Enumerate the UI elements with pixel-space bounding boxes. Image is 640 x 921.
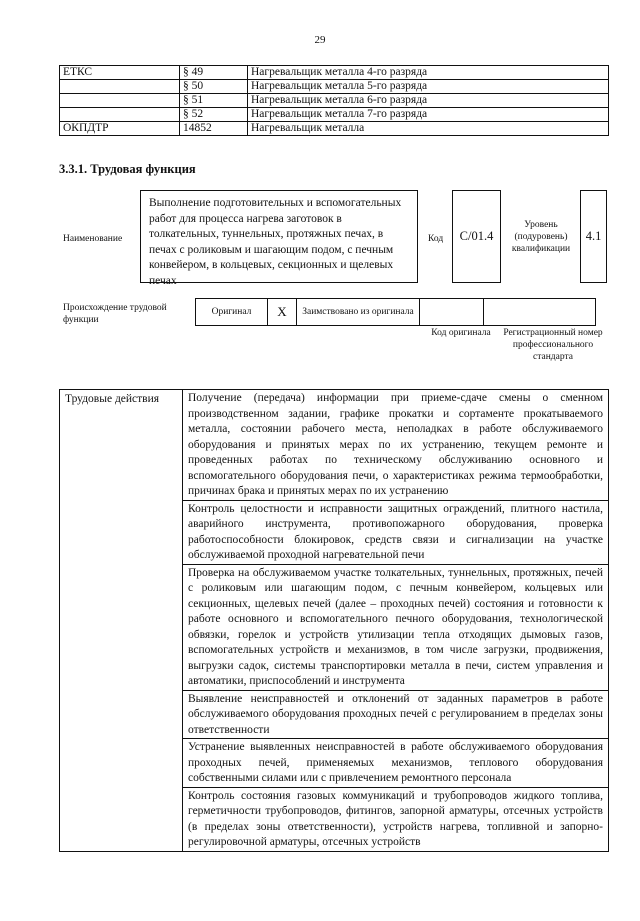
action-item: Выявление неисправностей и отклонений от заданных параметров в работе обслуживаемого оборудования проходных печей с регулированием в пределах зоны ответственности	[183, 690, 609, 739]
function-code-box: C/01.4	[452, 190, 501, 283]
table-row	[60, 108, 609, 122]
action-item: Проверка на обслуживаемом участке толкательных, туннельных, протяжных, печей с роликовым или шагающим подом, с печным конвейером, кольцевых или секционных, щелевых печей (далее – проходных печей) состояния и готовности к работе основного и вспомогательного печного оборудования, технологической обвязки, горелок и устройств утилизации тепла отходящих дымовых газов, вспомогательных устройств и механизмов, в том числе загрузки, продвижения, выгрузки садок, системы транспортировки металла в печи, систем управления и автоматики, приспособлений и инструмента	[183, 564, 609, 690]
code-label: Код	[428, 234, 444, 244]
code-original-label: Код оригинала	[431, 328, 491, 338]
origin-label: Происхождение трудовой функции	[63, 303, 167, 325]
function-name-box: Выполнение подготовительных и вспомогательных работ для процесса нагрева заготовок в толкательных, туннельных, протяжных печах, в печах с роликовым и шагающим подом, с печным конвейером, в кольцевых, секционных и щелевых печах	[140, 190, 418, 283]
table-cell	[60, 94, 180, 108]
section-title: 3.3.1. Трудовая функция	[59, 162, 196, 176]
borrowed-label: Заимствовано из оригинала	[297, 299, 420, 326]
action-item: Контроль целостности и исправности защитных ограждений, плитного настила, аварийного инструмента, противопожарного оборудования, проверка работоспособности блокировок, средств связи и сигнализации на участке обслуживаемой проходной нагревательной печи	[183, 500, 609, 564]
level-label: Уровень (подуровень) квалификации	[511, 220, 571, 254]
table-cell	[60, 80, 180, 94]
action-item: Контроль состояния газовых коммуникаций и трубопроводов жидкого топлива, герметичности трубопроводов, фитингов, запорной арматуры, отсечных устройств (в пределах зоны ответственности), устройств нагрева, топливной и запорно-регулировочной арматуры, отсечных устройств	[183, 787, 609, 851]
original-label: Оригинал	[196, 299, 268, 326]
action-item: Получение (передача) информации при приеме-сдаче смены о сменном производственном задании, графике прокатки и сортаменте прокатываемого металла, состоянии рабочего места, неполадках в работе обслуживаемого оборудования и принятых мерах по их устранению, текущем ремонте и проведенных работах по техническому обслуживанию основного и вспомогательного оборудования печи, о характеристиках режима термообработки, причинах брака и принятых мерах по их устранению	[183, 390, 609, 501]
table-cell: ОКПДТР	[60, 122, 180, 136]
table-row	[60, 122, 609, 136]
table-cell: Нагревальщик металла 4-го разряда	[248, 66, 609, 80]
actions-label: Трудовые действия	[60, 390, 183, 852]
origin-table	[195, 298, 596, 326]
code-original-cell	[420, 299, 484, 326]
original-mark: X	[268, 299, 297, 326]
table-cell: § 49	[180, 66, 248, 80]
table-cell: Нагревальщик металла 6-го разряда	[248, 94, 609, 108]
table-cell: Нагревальщик металла	[248, 122, 609, 136]
reg-number-label: Регистрационный номер профессионального стандарта	[503, 328, 603, 362]
table-cell: ЕТКС	[60, 66, 180, 80]
table-row	[196, 299, 596, 326]
table-row	[60, 390, 609, 501]
table-row	[60, 66, 609, 80]
table-cell: 14852	[180, 122, 248, 136]
table-cell: § 51	[180, 94, 248, 108]
table-row	[60, 94, 609, 108]
action-item: Устранение выявленных неисправностей в работе обслуживаемого оборудования проходных печей, применяемых механизмов, теплового оборудования собственными силами или с привлечением ремонтного персонала	[183, 739, 609, 788]
table-cell: § 52	[180, 108, 248, 122]
page-number: 29	[314, 34, 326, 46]
reg-number-cell	[484, 299, 596, 326]
etks-table	[59, 65, 609, 136]
name-label: Наименование	[63, 234, 123, 244]
level-value-box: 4.1	[580, 190, 607, 283]
table-cell: Нагревальщик металла 7-го разряда	[248, 108, 609, 122]
table-cell: Нагревальщик металла 5-го разряда	[248, 80, 609, 94]
table-cell	[60, 108, 180, 122]
table-row	[60, 80, 609, 94]
table-cell: § 50	[180, 80, 248, 94]
labor-actions-table	[59, 389, 609, 852]
